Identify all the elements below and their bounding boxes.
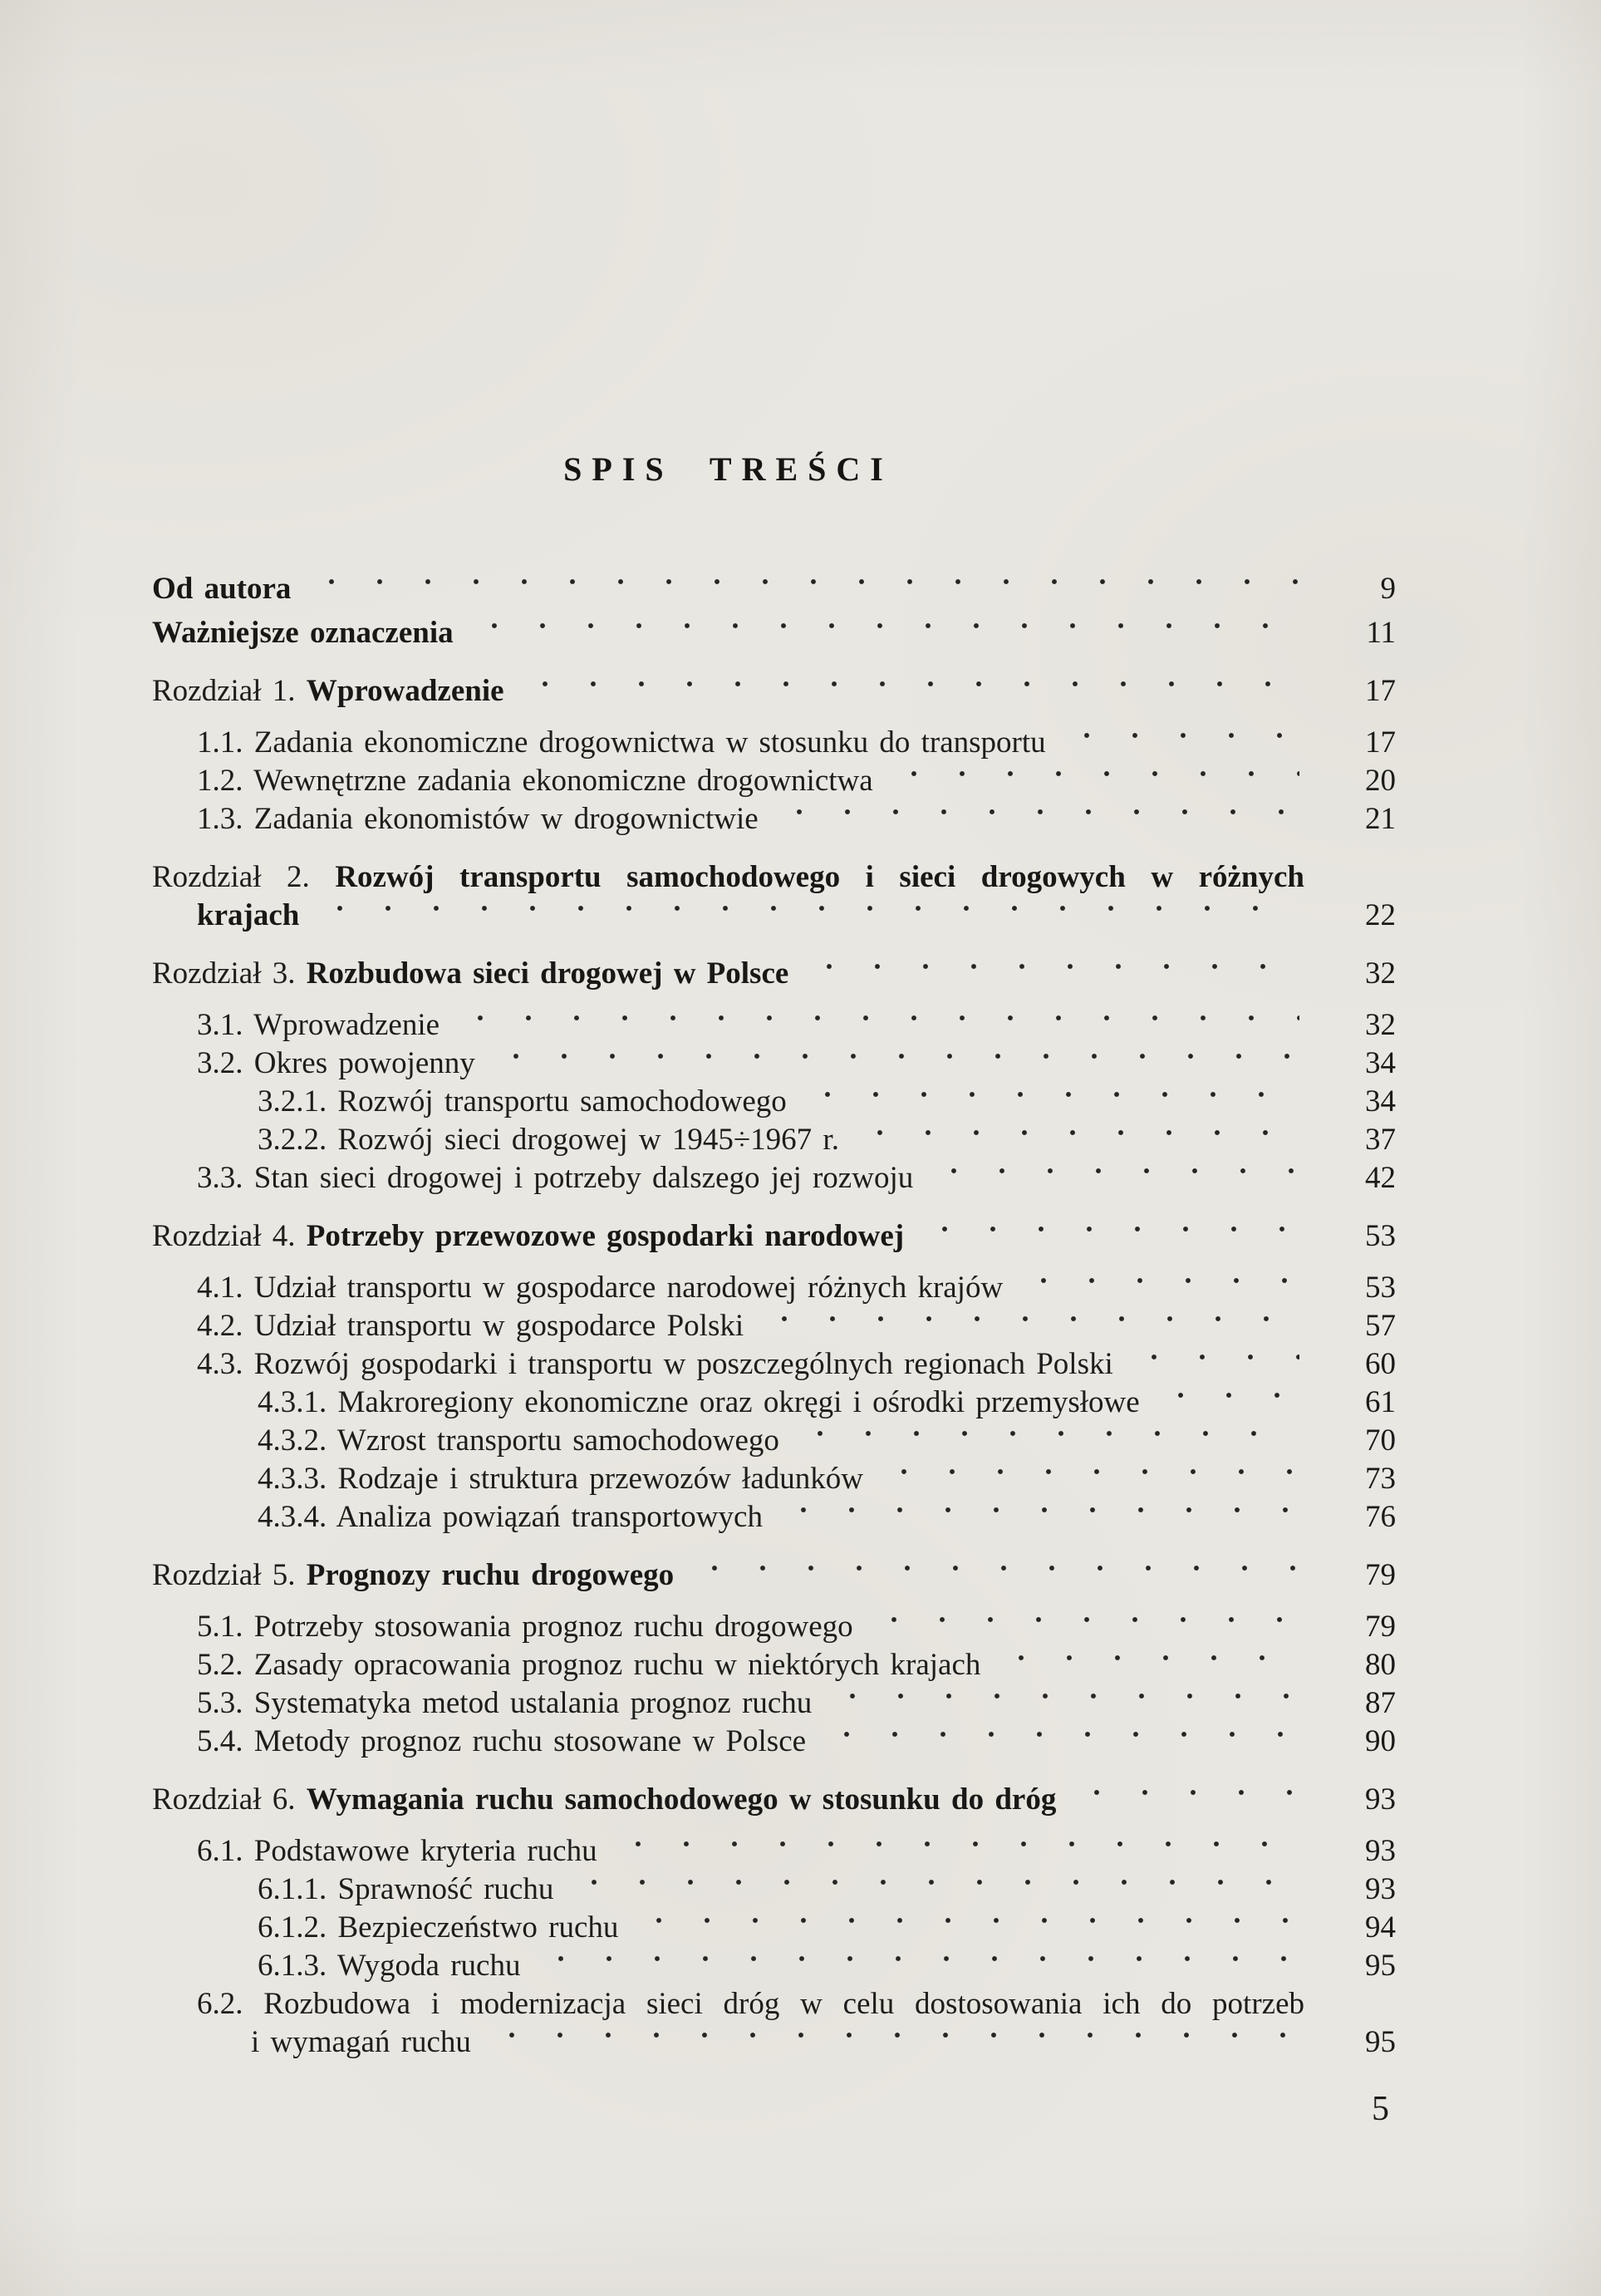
toc-entry	[152, 1684, 1396, 1723]
toc-entry-label: 1.3. Zadania ekonomistów w drogownictwie	[197, 802, 759, 836]
toc-page-number: 93	[1365, 1872, 1396, 1906]
toc-entry-text	[197, 897, 299, 935]
toc-entry	[152, 614, 1396, 652]
toc-entry-text	[197, 1985, 1304, 2023]
toc-entry-label: 1.1. Zadania ekonomiczne drogownictwa w stosunku do transportu	[197, 725, 1046, 760]
toc-entry-text	[258, 1498, 763, 1536]
toc-entry-text	[197, 724, 1046, 762]
toc-entry	[152, 570, 1396, 608]
toc-entry-label: Rozdział 4.	[152, 1219, 307, 1253]
toc-entry-text	[197, 1269, 1003, 1307]
toc-entry-text	[258, 1121, 839, 1159]
dot-leader	[806, 1723, 1299, 1761]
toc-entry-title: krajach	[197, 898, 300, 932]
toc-entry-text	[258, 1947, 520, 1985]
toc-entry	[152, 800, 1396, 838]
toc-entry-label: Rozdział 2.	[152, 860, 336, 894]
toc-page-number: 34	[1365, 1046, 1396, 1080]
toc-entry-text	[152, 955, 788, 993]
toc-page-number: 76	[1365, 1500, 1396, 1534]
toc-entry-text	[251, 2023, 471, 2062]
toc-entry-label: 6.1.3. Wygoda ruchu	[258, 1949, 521, 1983]
toc-entry-label: 3.1. Wprowadzenie	[197, 1008, 440, 1042]
dot-leader	[788, 955, 1299, 993]
toc-entry-label: i wymagań ruchu	[251, 2025, 471, 2059]
toc-entry-text	[258, 1460, 863, 1498]
dot-leader	[674, 1556, 1299, 1595]
toc-entry	[152, 1781, 1396, 1819]
toc-page-number: 60	[1365, 1347, 1396, 1381]
toc-entry	[152, 724, 1396, 762]
toc-page-number: 73	[1365, 1462, 1396, 1496]
toc-entry	[152, 1083, 1396, 1121]
toc-page-number: 32	[1365, 956, 1396, 991]
dot-leader	[475, 1045, 1299, 1083]
dot-leader	[759, 800, 1299, 838]
toc-entry-text	[197, 800, 759, 838]
toc-page-number: 17	[1365, 674, 1396, 708]
toc-entry	[152, 1871, 1396, 1909]
toc-entry-label: Rozdział 1.	[152, 674, 307, 708]
toc-entry	[152, 762, 1396, 800]
toc-entry-label: 3.3. Stan sieci drogowej i potrzeby dalszego jej rozwoju	[197, 1161, 914, 1195]
toc-page-number: 17	[1365, 725, 1396, 760]
toc-entry-title: Wprowadzenie	[306, 674, 504, 708]
toc-entry	[152, 1006, 1396, 1045]
toc-entry-text	[197, 1345, 1113, 1384]
toc-entry-label: Rozdział 3.	[152, 956, 307, 991]
toc-entry-text	[258, 1083, 787, 1121]
dot-leader	[1140, 1384, 1299, 1422]
toc-entry-label: Rozdział 6.	[152, 1782, 307, 1817]
toc-list	[152, 570, 1396, 2062]
dot-leader	[454, 614, 1299, 652]
toc-entry-text	[152, 1217, 904, 1256]
dot-leader	[440, 1006, 1299, 1045]
toc-page-number: 20	[1365, 764, 1396, 798]
toc-entry-label: 6.1.2. Bezpieczeństwo ruchu	[258, 1910, 619, 1944]
toc-entry-text	[197, 1006, 440, 1045]
dot-leader	[553, 1871, 1299, 1909]
dot-leader	[980, 1646, 1299, 1684]
toc-page-number: 53	[1365, 1271, 1396, 1305]
dot-leader	[853, 1608, 1299, 1646]
dot-leader	[779, 1422, 1299, 1460]
toc-entry-label: 4.3.1. Makroregiony ekonomiczne oraz okręgi i ośrodki przemysłowe	[258, 1385, 1140, 1419]
dot-leader	[839, 1121, 1299, 1159]
toc-entry-text	[258, 1909, 618, 1947]
dot-leader	[597, 1832, 1299, 1871]
dot-leader	[504, 672, 1299, 710]
toc-page-number: 9	[1380, 572, 1396, 606]
toc-entry-label: 3.2.2. Rozwój sieci drogowej w 1945÷1967 r.	[258, 1123, 839, 1157]
toc-entry	[152, 1422, 1396, 1460]
toc-entry-text	[197, 1045, 475, 1083]
toc-entry	[152, 1556, 1396, 1595]
toc-page-number: 11	[1366, 616, 1396, 650]
toc-entry	[152, 1947, 1396, 1985]
toc-entry	[152, 1159, 1396, 1197]
dot-leader	[863, 1460, 1299, 1498]
dot-leader	[1056, 1781, 1299, 1819]
toc-entry-label: 1.2. Wewnętrzne zadania ekonomiczne drogownictwa	[197, 764, 873, 798]
toc-page-number: 70	[1365, 1423, 1396, 1458]
toc-page-number: 79	[1365, 1558, 1396, 1592]
toc-page-number: 87	[1365, 1686, 1396, 1720]
toc-entry	[152, 1723, 1396, 1761]
dot-leader	[873, 762, 1299, 800]
toc-entry-label: 5.4. Metody prognoz ruchu stosowane w Polsce	[197, 1724, 807, 1758]
toc-entry-title: Rozbudowa sieci drogowej w Polsce	[306, 956, 789, 991]
toc-entry-label: 6.2. Rozbudowa i modernizacja sieci dróg w celu dostosowania ich do potrzeb	[197, 1987, 1304, 2021]
toc-entry	[152, 2023, 1396, 2062]
dot-leader	[299, 897, 1299, 935]
toc-entry-text	[258, 1422, 779, 1460]
toc-entry-text	[258, 1384, 1140, 1422]
toc-page-number: 22	[1365, 898, 1396, 932]
dot-leader	[744, 1307, 1299, 1345]
toc-page-number: 53	[1365, 1219, 1396, 1253]
dot-leader	[1046, 724, 1299, 762]
toc-page-number: 32	[1365, 1008, 1396, 1042]
toc-entry-text	[197, 1608, 853, 1646]
toc-entry	[152, 1608, 1396, 1646]
toc-entry-label: 4.2. Udział transportu w gospodarce Polski	[197, 1309, 744, 1343]
toc-page-number: 79	[1365, 1610, 1396, 1644]
toc-page-number: 57	[1365, 1309, 1396, 1343]
toc-entry-label: 3.2.1. Rozwój transportu samochodowego	[258, 1084, 787, 1119]
toc-entry-text	[258, 1871, 553, 1909]
toc-entry-title: Potrzeby przewozowe gospodarki narodowej	[306, 1219, 905, 1253]
toc-entry-text	[197, 1684, 812, 1723]
toc-page-number	[1304, 1985, 1396, 2023]
page-title: SPIS TREŚCI	[563, 450, 893, 488]
toc-entry	[152, 1646, 1396, 1684]
toc-entry-text	[152, 858, 1304, 897]
toc-entry-label: 6.1.1. Sprawność ruchu	[258, 1872, 554, 1906]
toc-entry	[152, 1269, 1396, 1307]
toc-entry	[152, 1307, 1396, 1345]
toc-entry-label: 3.2. Okres powojenny	[197, 1046, 475, 1080]
dot-leader	[520, 1947, 1299, 1985]
toc-entry-text	[152, 1781, 1056, 1819]
dot-leader	[904, 1217, 1299, 1256]
dot-leader	[763, 1498, 1299, 1536]
toc-page-number: 93	[1365, 1834, 1396, 1868]
toc-entry-text	[197, 762, 873, 800]
toc-entry-title: Rozwój transportu samochodowego i sieci drogowych w różnych	[335, 860, 1304, 894]
toc-entry-text	[197, 1307, 744, 1345]
toc-entry	[152, 955, 1396, 993]
toc-entry	[152, 1121, 1396, 1159]
folio-page-number: 5	[1372, 2090, 1389, 2128]
toc-entry	[152, 1045, 1396, 1083]
toc-entry	[152, 1909, 1396, 1947]
dot-leader	[913, 1159, 1299, 1197]
toc-entry-text	[197, 1723, 806, 1761]
toc-entry-label: 4.3.4. Analiza powiązań transportowych	[258, 1500, 763, 1534]
toc-entry	[152, 1985, 1396, 2023]
toc-page-number: 93	[1365, 1782, 1396, 1817]
dot-leader	[291, 570, 1299, 608]
toc-entry	[152, 858, 1396, 897]
dot-leader	[618, 1909, 1299, 1947]
toc-entry-label: 5.2. Zasady opracowania prognoz ruchu w niektórych krajach	[197, 1648, 981, 1682]
toc-entry-label: 4.3.2. Wzrost transportu samochodowego	[258, 1423, 779, 1458]
toc-entry-text	[197, 1646, 980, 1684]
toc-page-number: 95	[1365, 2025, 1396, 2059]
toc-entry-title: Prognozy ruchu drogowego	[306, 1558, 675, 1592]
toc-entry	[152, 897, 1396, 935]
toc-entry-text	[152, 1556, 674, 1595]
dot-leader	[812, 1684, 1299, 1723]
toc-entry	[152, 1832, 1396, 1871]
dot-leader	[1003, 1269, 1299, 1307]
toc-entry-text	[197, 1832, 597, 1871]
toc-entry-text	[152, 570, 291, 608]
toc-entry	[152, 1345, 1396, 1384]
dot-leader	[1113, 1345, 1299, 1384]
toc-page-number: 21	[1365, 802, 1396, 836]
toc-page-number	[1304, 858, 1396, 897]
toc-page-number: 42	[1365, 1161, 1396, 1195]
toc-entry-label: Rozdział 5.	[152, 1558, 307, 1592]
toc-entry-label: 6.1. Podstawowe kryteria ruchu	[197, 1834, 597, 1868]
toc-entry-label: 4.3. Rozwój gospodarki i transportu w poszczególnych regionach Polski	[197, 1347, 1113, 1381]
toc-page-number: 34	[1365, 1084, 1396, 1119]
toc-page-number: 95	[1365, 1949, 1396, 1983]
toc-page-number: 80	[1365, 1648, 1396, 1682]
toc-entry	[152, 1384, 1396, 1422]
dot-leader	[471, 2023, 1299, 2062]
dot-leader	[787, 1083, 1299, 1121]
toc-entry-title: Wymagania ruchu samochodowego w stosunku do dróg	[306, 1782, 1057, 1817]
toc-entry	[152, 1460, 1396, 1498]
toc-entry	[152, 1217, 1396, 1256]
toc-page-number: 37	[1365, 1123, 1396, 1157]
toc-entry-label: 5.3. Systematyka metod ustalania prognoz ruchu	[197, 1686, 813, 1720]
toc-entry-label: 4.1. Udział transportu w gospodarce narodowej różnych krajów	[197, 1271, 1004, 1305]
toc-page-number: 94	[1365, 1910, 1396, 1944]
toc-entry-title: Ważniejsze oznaczenia	[152, 616, 454, 650]
toc-entry-label: 4.3.3. Rodzaje i struktura przewozów ładunków	[258, 1462, 863, 1496]
toc-page-number: 61	[1365, 1385, 1396, 1419]
toc-entry	[152, 1498, 1396, 1536]
toc-entry-label: 5.1. Potrzeby stosowania prognoz ruchu drogowego	[197, 1610, 853, 1644]
toc-entry-title: Od autora	[152, 572, 292, 606]
toc-page-number: 90	[1365, 1724, 1396, 1758]
toc-entry	[152, 672, 1396, 710]
toc-entry-text	[197, 1159, 913, 1197]
toc-entry-text	[152, 614, 454, 652]
toc-entry-text	[152, 672, 504, 710]
